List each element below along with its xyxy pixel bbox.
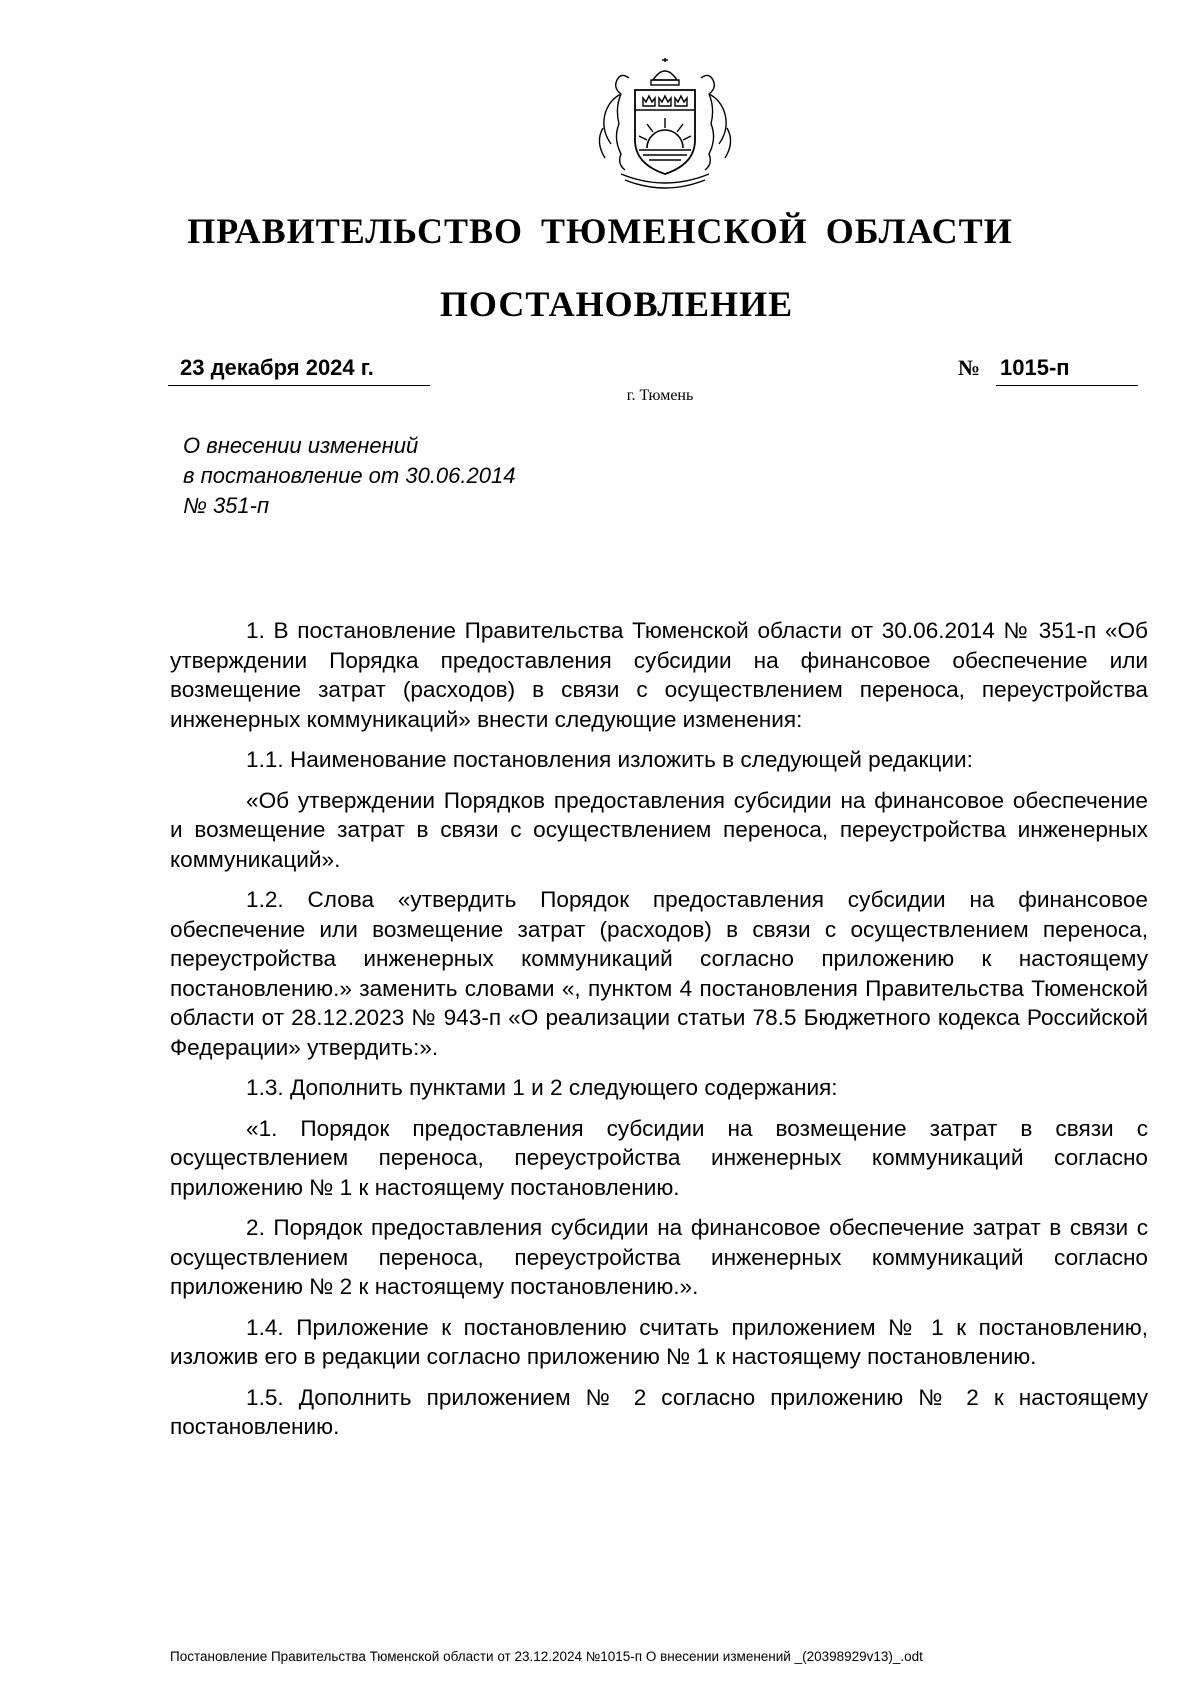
body-paragraph: 1.5. Дополнить приложением № 2 согласно приложению № 2 к настоящему постановлению. xyxy=(170,1384,1148,1439)
document-subject xyxy=(183,431,743,521)
page-footer: Постановление Правительства Тюменской области от 23.12.2024 №1015-п О внесении изменений _(20398929v13)_.odt xyxy=(170,1649,923,1664)
number-sign: № xyxy=(958,355,981,380)
body-paragraph: 2. Порядок предоставления субсидии на финансовое обеспечение затрат в связи с осуществлением переноса, переустройства инженерных коммуникаций согласно приложению № 2 к настоящему постановлению.». xyxy=(170,1215,1148,1299)
body-paragraph: 1.4. Приложение к постановлению считать приложением № 1 к постановлению, изложив его в редакции согласно приложению № 1 к настоящему постановлению. xyxy=(170,1314,1148,1369)
document-number: 1015-п xyxy=(996,356,1138,386)
subject-line: О внесении изменений xyxy=(183,433,419,458)
coat-of-arms-emblem xyxy=(591,58,739,192)
document-type-title: ПОСТАНОВЛЕНИЕ xyxy=(439,284,794,324)
body-paragraph: «Об утверждении Порядков предоставления субсидии на финансовое обеспечение и возмещение затрат в связи с осуществлением переноса, переустройства инженерных коммуникаций». xyxy=(170,787,1148,872)
document-number-field xyxy=(958,356,1138,386)
city-label: г. Тюмень xyxy=(626,387,694,404)
organization-title: ПРАВИТЕЛЬСТВО ТЮМЕНСКОЙ ОБЛАСТИ xyxy=(187,211,1013,251)
body-paragraph: «1. Порядок предоставления субсидии на возмещение затрат в связи с осуществлением переноса, переустройства инженерных коммуникаций согласно приложению № 1 к настоящему постановлению. xyxy=(170,1115,1148,1200)
subject-line: в постановление от 30.06.2014 xyxy=(183,463,516,488)
document-date: 23 декабря 2024 г. xyxy=(168,356,430,386)
document-body xyxy=(170,616,1148,1453)
body-paragraph: 1.1. Наименование постановления изложить в следующей редакции: xyxy=(246,747,973,772)
body-paragraph: 1. В постановление Правительства Тюменской области от 30.06.2014 № 351-п «Об утверждении Порядка предоставления субсидии на финансовое обеспечение или возмещение затрат (расходов) в связи с осуществлением переноса, переустройства инженерных коммуникаций» внести следующие изменения: xyxy=(170,618,1148,732)
subject-line: № 351-п xyxy=(183,493,270,518)
body-paragraph: 1.3. Дополнить пунктами 1 и 2 следующего содержания: xyxy=(246,1075,838,1100)
body-paragraph: 1.2. Слова «утвердить Порядок предоставления субсидии на финансовое обеспечение или возмещение затрат (расходов) в связи с осуществлением переноса, переустройства инженерных коммуникаций согласно приложению к настоящему постановлению.» заменить словами «, пунктом 4 постановления Правительства Тюменской области от 28.12.2023 № 943-п «О реализации статьи 78.5 Бюджетного кодекса Российской Федерации» утвердить:». xyxy=(170,887,1148,1060)
